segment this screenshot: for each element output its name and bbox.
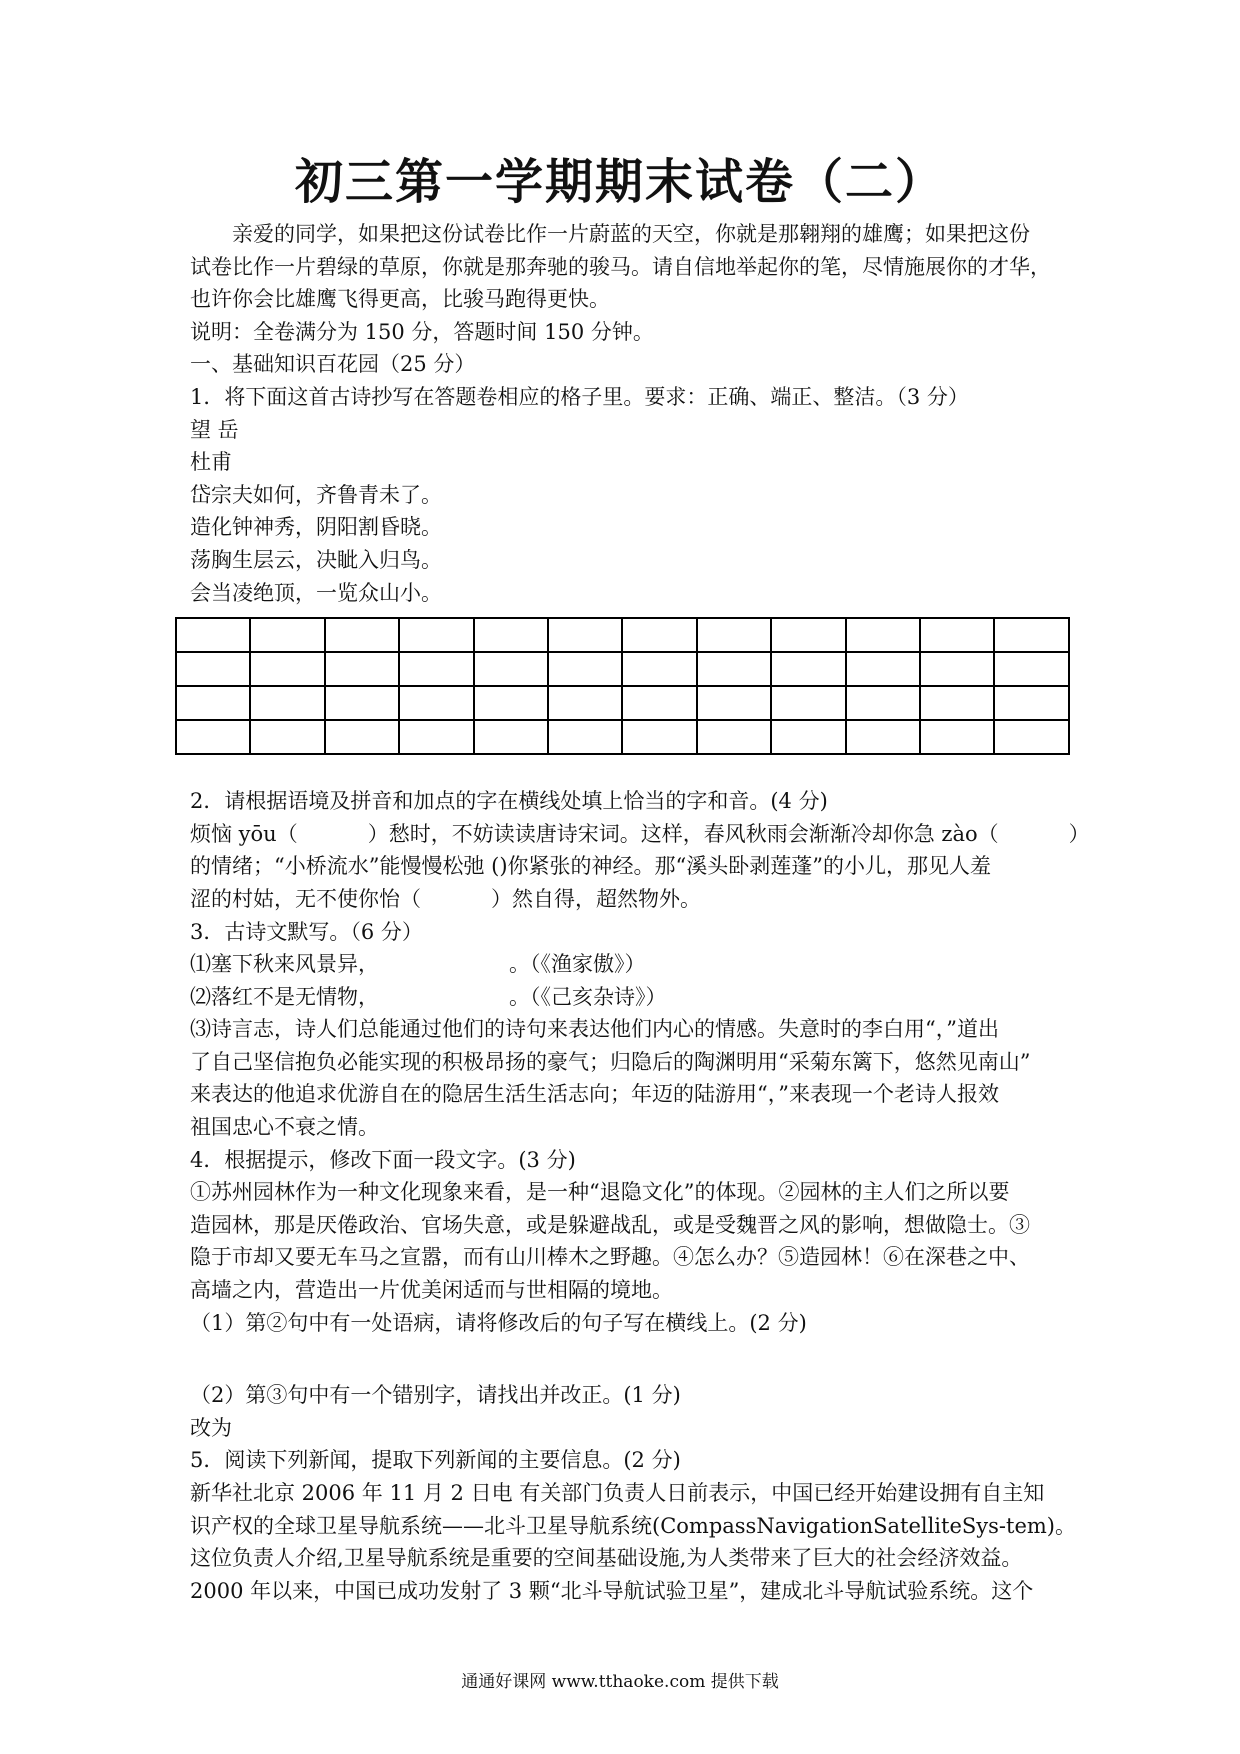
grid-cell[interactable] <box>399 618 473 652</box>
q3-text: ⑴塞下秋来风景异， <box>190 952 379 977</box>
grid-cell[interactable] <box>474 652 548 686</box>
exam-note: 说明：全卷满分为 150 分，答题时间 150 分钟。 <box>190 319 654 344</box>
grid-cell[interactable] <box>399 652 473 686</box>
grid-cell[interactable] <box>176 652 250 686</box>
grid-cell[interactable] <box>846 686 920 720</box>
page-title: 初三第一学期期末试卷（二） <box>294 154 945 210</box>
section-heading: 一、基础知识百花园（25 分） <box>190 352 476 377</box>
q2-text: ）愁时，不妨读读唐诗宋词。这样，春风秋雨会渐渐冷却你急 zào（ <box>367 821 999 846</box>
grid-cell[interactable] <box>250 618 324 652</box>
q3-text: 。（《渔家傲》） <box>509 952 646 977</box>
grid-cell[interactable] <box>548 652 622 686</box>
poem-line: 荡胸生层云，决眦入归鸟。 <box>190 547 442 572</box>
question-3-line: 了自己坚信抱负必能实现的积极昂扬的豪气；归隐后的陶渊明用“采菊东篱下，悠然见南山” <box>190 1049 1031 1074</box>
question-4-sub1: （1）第②句中有一处语病，请将修改后的句子写在横线上。(2 分) <box>190 1310 807 1335</box>
writing-grid[interactable] <box>175 617 1070 755</box>
question-5-line: 2000 年以来，中国已成功发射了 3 颗“北斗导航试验卫星”，建成北斗导航试验系统。这个 <box>190 1578 1034 1603</box>
grid-cell[interactable] <box>846 720 920 754</box>
grid-cell[interactable] <box>250 720 324 754</box>
answer-space[interactable] <box>190 1339 1070 1379</box>
grid-cell[interactable] <box>399 720 473 754</box>
grid-cell[interactable] <box>325 686 399 720</box>
question-3-item <box>190 981 1070 1014</box>
grid-cell[interactable] <box>920 618 994 652</box>
question-3-line: 祖国忠心不衰之情。 <box>190 1115 379 1140</box>
grid-cell[interactable] <box>622 686 696 720</box>
question-5-line: 识产权的全球卫星导航系统——北斗卫星导航系统(CompassNavigationSatelliteSys-tem)。 <box>190 1513 1076 1538</box>
grid-cell[interactable] <box>920 686 994 720</box>
q2-text: ）然自得，超然物外。 <box>491 886 701 911</box>
grid-cell[interactable] <box>474 686 548 720</box>
poem-line: 岱宗夫如何，齐鲁青未了。 <box>190 482 442 507</box>
intro-line: 亲爱的同学，如果把这份试卷比作一片蔚蓝的天空，你就是那翱翔的雄鹰；如果把这份 <box>232 222 1030 246</box>
question-1-prompt: 1．将下面这首古诗抄写在答题卷相应的格子里。要求：正确、端正、整洁。（3 分） <box>190 384 969 409</box>
grid-cell[interactable] <box>250 652 324 686</box>
exam-body <box>190 218 1090 1607</box>
question-4-sub2: （2）第③句中有一个错别字，请找出并改正。(1 分) <box>190 1383 681 1408</box>
question-4-prompt: 4．根据提示，修改下面一段文字。(3 分) <box>190 1147 576 1172</box>
grid-cell[interactable] <box>846 652 920 686</box>
grid-cell[interactable] <box>994 652 1069 686</box>
question-3-prompt: 3．古诗文默写。（6 分） <box>190 919 423 944</box>
grid-cell[interactable] <box>474 618 548 652</box>
grid-cell[interactable] <box>176 720 250 754</box>
grid-cell[interactable] <box>250 686 324 720</box>
grid-cell[interactable] <box>846 618 920 652</box>
grid-cell[interactable] <box>548 618 622 652</box>
grid-row <box>176 618 1069 652</box>
question-5-prompt: 5．阅读下列新闻，提取下列新闻的主要信息。(2 分) <box>190 1448 681 1473</box>
grid-cell[interactable] <box>548 720 622 754</box>
question-5-line: 这位负责人介绍,卫星导航系统是重要的空间基础设施,为人类带来了巨大的社会经济效益。 <box>190 1546 1023 1571</box>
page-footer: 通通好课网 www.tthaoke.com 提供下载 <box>461 1672 779 1692</box>
question-4-line: ①苏州园林作为一种文化现象来看，是一种“退隐文化”的体现。②园林的主人们之所以要 <box>190 1180 1010 1205</box>
grid-cell[interactable] <box>771 652 845 686</box>
poem-title: 望 岳 <box>190 417 239 442</box>
grid-cell[interactable] <box>697 618 771 652</box>
question-2-line <box>190 883 1070 916</box>
grid-row <box>176 720 1069 754</box>
intro-line: 试卷比作一片碧绿的草原，你就是那奔驰的骏马。请自信地举起你的笔，尽情施展你的才华， <box>190 254 1051 279</box>
question-4-answer-label: 改为 <box>190 1415 232 1440</box>
grid-cell[interactable] <box>325 618 399 652</box>
q2-text: 烦恼 yōu（ <box>190 821 298 846</box>
grid-cell[interactable] <box>176 618 250 652</box>
grid-cell[interactable] <box>176 686 250 720</box>
grid-cell[interactable] <box>994 618 1069 652</box>
grid-cell[interactable] <box>994 686 1069 720</box>
grid-cell[interactable] <box>771 686 845 720</box>
grid-cell[interactable] <box>771 720 845 754</box>
grid-row <box>176 652 1069 686</box>
poem-author: 杜甫 <box>190 450 232 475</box>
question-4-line: 高墙之内，营造出一片优美闲适而与世相隔的境地。 <box>190 1278 673 1303</box>
question-5-line: 新华社北京 2006 年 11 月 2 日电 有关部门负责人日前表示，中国已经开始建设拥有自主知 <box>190 1481 1045 1505</box>
grid-cell[interactable] <box>474 720 548 754</box>
question-3-item <box>190 948 1070 981</box>
grid-cell[interactable] <box>325 720 399 754</box>
question-3-line: 来表达的他追求优游自在的隐居生活生活志向；年迈的陆游用“，”来表现一个老诗人报效 <box>190 1082 999 1107</box>
grid-cell[interactable] <box>771 618 845 652</box>
grid-cell[interactable] <box>697 652 771 686</box>
grid-cell[interactable] <box>399 686 473 720</box>
poem-line: 会当凌绝顶，一览众山小。 <box>190 580 442 605</box>
question-2-line <box>190 818 1090 851</box>
grid-cell[interactable] <box>622 652 696 686</box>
q2-text: ） <box>1068 821 1090 846</box>
q3-text: ⑵落红不是无情物， <box>190 984 379 1009</box>
grid-cell[interactable] <box>325 652 399 686</box>
grid-cell[interactable] <box>697 686 771 720</box>
grid-cell[interactable] <box>920 652 994 686</box>
grid-cell[interactable] <box>920 720 994 754</box>
q2-text: 涩的村姑，无不使你怡（ <box>190 886 421 911</box>
grid-cell[interactable] <box>994 720 1069 754</box>
question-2-prompt: 2．请根据语境及拼音和加点的字在横线处填上恰当的字和音。(4 分) <box>190 789 828 814</box>
grid-cell[interactable] <box>697 720 771 754</box>
poem-line: 造化钟神秀，阴阳割昏晓。 <box>190 515 442 540</box>
grid-cell[interactable] <box>548 686 622 720</box>
grid-cell[interactable] <box>622 720 696 754</box>
grid-row <box>176 686 1069 720</box>
question-2-line: 的情绪；“小桥流水”能慢慢松弛 ()你紧张的神经。那“溪头卧剥莲蓬”的小儿，那见人羞 <box>190 854 992 879</box>
grid-cell[interactable] <box>622 618 696 652</box>
intro-line: 也许你会比雄鹰飞得更高，比骏马跑得更快。 <box>190 287 610 312</box>
question-4-line: 造园林，那是厌倦政治、官场失意，或是躲避战乱，或是受魏晋之风的影响，想做隐士。③ <box>190 1212 1030 1237</box>
question-4-line: 隐于市却又要无车马之宣嚣，而有山川棒木之野趣。④怎么办？⑤造园林！⑥在深巷之中、 <box>190 1245 1030 1270</box>
question-3-line: ⑶诗言志，诗人们总能通过他们的诗句来表达他们内心的情感。失意时的李白用“，”道出 <box>190 1017 999 1042</box>
q3-text: 。（《己亥杂诗》） <box>509 984 667 1009</box>
